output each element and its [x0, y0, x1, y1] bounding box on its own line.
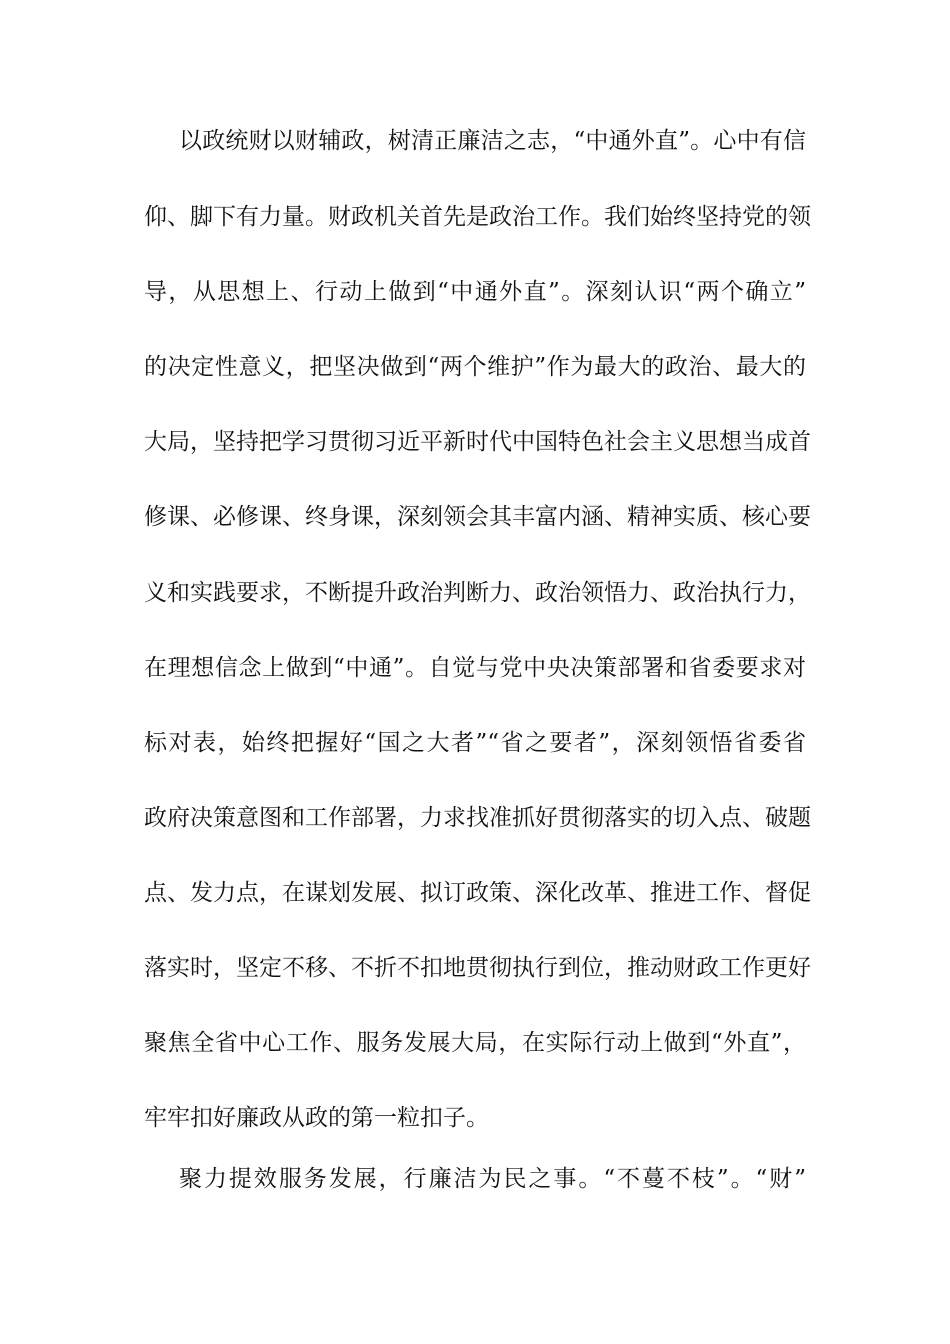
- paragraph-1-line-12: 落实时，坚定不移、不折不扣地贯彻执行到位，推动财政工作更好: [144, 955, 811, 981]
- paragraph-1-line-2: 仰、脚下有力量。财政机关首先是政治工作。我们始终坚持党的领: [144, 204, 811, 230]
- paragraph-1-line-7: 义和实践要求，不断提升政治判断力、政治领悟力、政治执行力，: [144, 580, 811, 606]
- paragraph-1-line-4: 的决定性意义，把坚决做到“两个维护”作为最大的政治、最大的: [144, 354, 806, 380]
- paragraph-1-line-9: 标对表，始终把握好“国之大者”“省之要者”，深刻领悟省委省: [144, 730, 806, 756]
- paragraph-1-line-11: 点、发力点，在谋划发展、拟订政策、深化改革、推进工作、督促: [144, 880, 811, 906]
- paragraph-1-line-6: 修课、必修课、终身课，深刻领会其丰富内涵、精神实质、核心要: [144, 504, 811, 530]
- paragraph-1-line-1: 以政统财以财辅政，树清正廉洁之志，“中通外直”。心中有信: [179, 128, 806, 154]
- paragraph-1-line-13: 聚焦全省中心工作、服务发展大局，在实际行动上做到“外直”，: [144, 1030, 806, 1056]
- paragraph-1-line-8: 在理想信念上做到“中通”。自觉与党中央决策部署和省委要求对: [144, 655, 806, 681]
- paragraph-1-line-10: 政府决策意图和工作部署，力求找准抓好贯彻落实的切入点、破题: [144, 805, 811, 831]
- paragraph-1-line-3: 导，从思想上、行动上做到“中通外直”。深刻认识“两个确立”: [144, 279, 806, 305]
- paragraph-1-line-5: 大局，坚持把学习贯彻习近平新时代中国特色社会主义思想当成首: [144, 429, 811, 455]
- paragraph-2-line-1: 聚力提效服务发展，行廉洁为民之事。“不蔓不枝”。“财”: [179, 1166, 806, 1192]
- paragraph-1-line-14: 牢牢扣好廉政从政的第一粒扣子。: [144, 1105, 489, 1131]
